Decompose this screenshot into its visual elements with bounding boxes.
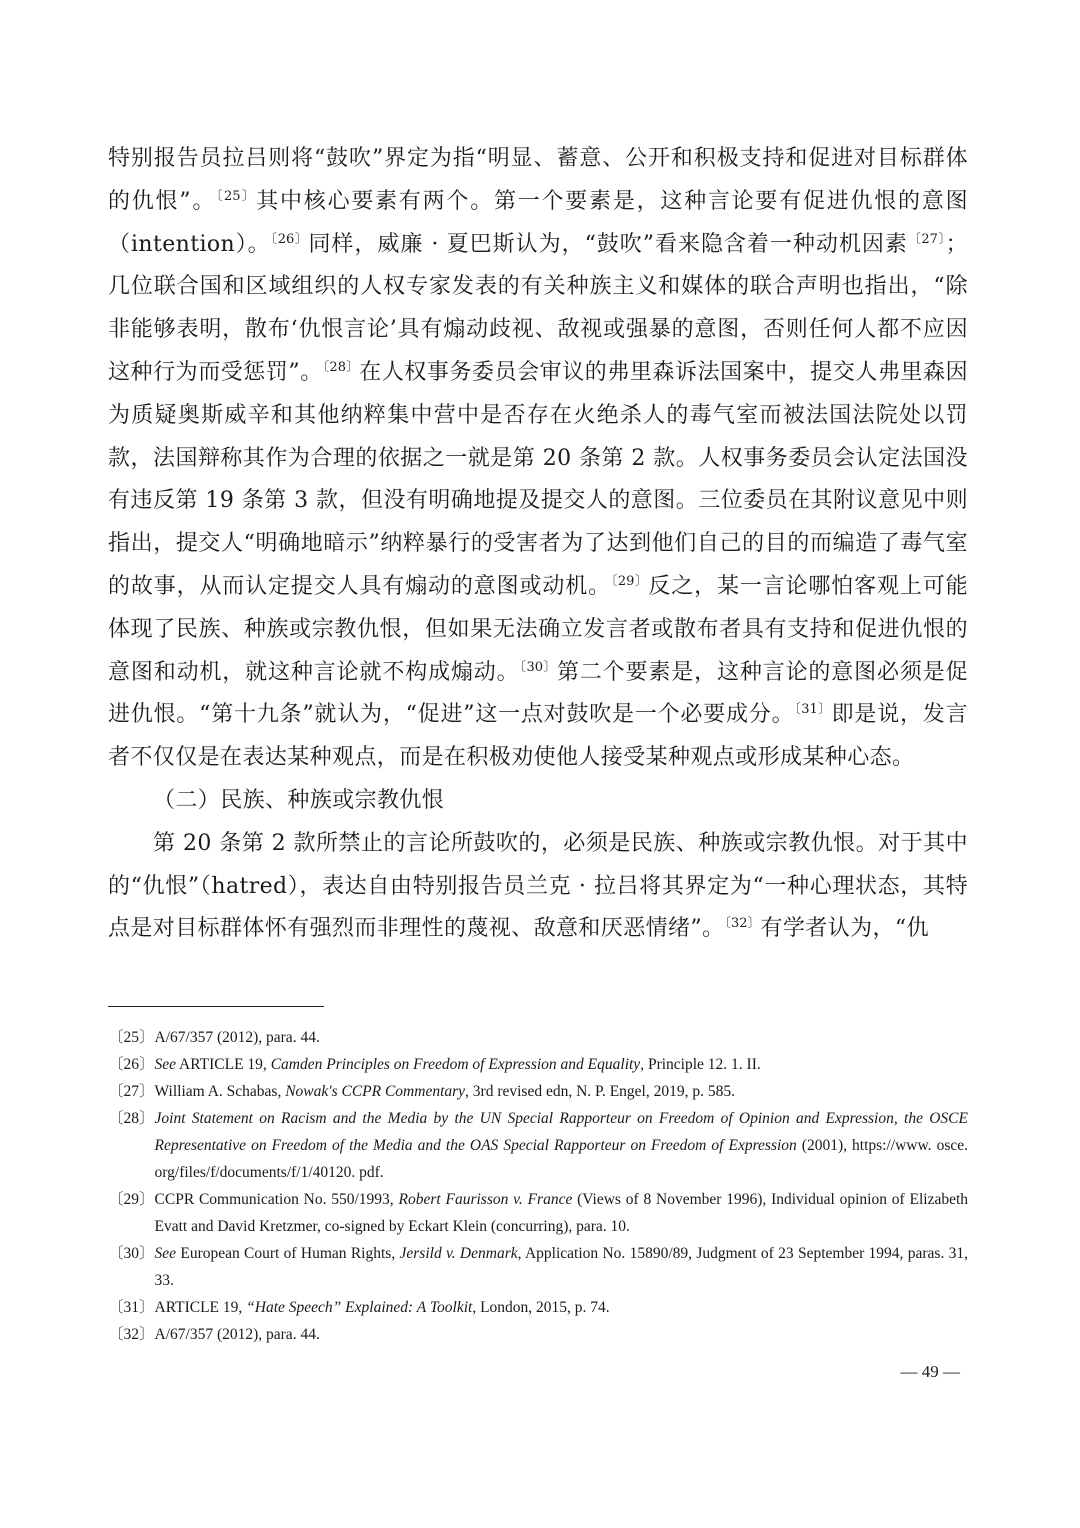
footnote-text bbox=[155, 1294, 968, 1321]
footnote-number: 〔30〕 bbox=[108, 1245, 155, 1262]
footnote-item bbox=[108, 1105, 968, 1186]
footnote-segment: ARTICLE 19, bbox=[176, 1056, 271, 1073]
section-heading: （二）民族、种族或宗教仇恨 bbox=[153, 787, 445, 813]
footnote-ref-25[interactable]: 〔25〕 bbox=[216, 188, 257, 204]
footnote-divider bbox=[108, 1006, 324, 1007]
footnote-ref-29[interactable]: 〔29〕 bbox=[610, 573, 649, 589]
footnote-ref-28[interactable]: 〔28〕 bbox=[322, 359, 360, 375]
footnote-segment: CCPR Communication No. 550/1993, bbox=[154, 1191, 399, 1208]
footnote-ref-26[interactable]: 〔26〕 bbox=[270, 231, 309, 247]
footnote-number: 〔27〕 bbox=[108, 1083, 155, 1100]
main-text bbox=[108, 138, 968, 951]
footnote-item bbox=[108, 1024, 968, 1051]
footnote-item bbox=[108, 1186, 968, 1240]
footnote-italic-segment: Robert Faurisson v. France bbox=[398, 1191, 573, 1208]
footnote-number: 〔28〕 bbox=[108, 1110, 155, 1127]
footnote-text bbox=[155, 1024, 968, 1051]
footnote-segment: , Principle 12. 1. II. bbox=[640, 1056, 761, 1073]
footnote-italic-segment: See bbox=[154, 1056, 177, 1073]
footnote-segment: , 3rd revised edn, N. P. Engel, 2019, p. 585. bbox=[465, 1083, 735, 1100]
footnote-segment: European Court of Human Rights, bbox=[176, 1245, 400, 1262]
footnote-ref-31[interactable]: 〔31〕 bbox=[794, 702, 832, 718]
page-number: — 49 — bbox=[900, 1362, 960, 1381]
footnote-segment: A/67/357 (2012), para. 44. bbox=[154, 1029, 320, 1046]
footnote-segment: , London, 2015, p. 74. bbox=[472, 1299, 610, 1316]
footnote-ref-32[interactable]: 〔32〕 bbox=[724, 916, 761, 932]
footnote-segment: William A. Schabas, bbox=[154, 1083, 286, 1100]
footnote-italic-segment: Nowak's CCPR Commentary bbox=[285, 1083, 466, 1100]
footnote-segment: (Views of 8 November 1996), Individual opinion of Elizabeth Evatt and David Kretzmer, co-signed by Eckart Klein (concurring), para. 10. bbox=[154, 1191, 969, 1235]
footnote-text bbox=[155, 1051, 968, 1078]
paragraph-hatred: 第 20 条第 2 款所禁止的言论所鼓吹的，必须是民族、种族或宗教仇恨。对于其中的“仇恨”（hatred），表达自由特别报告员兰克 · 拉吕将其界定为“一种心理状态，其特点是对目标群体怀有强烈而非理性的蔑视、敌意和厌恶情绪”。$^{〔32〕}$有学者认为，“仇 bbox=[108, 830, 968, 942]
footnote-number: 〔32〕 bbox=[108, 1326, 155, 1343]
footnote-number: 〔31〕 bbox=[108, 1299, 155, 1316]
footnote-italic-segment: Jersild v. Denmark bbox=[399, 1245, 518, 1262]
footnote-ref-27[interactable]: 〔27〕 bbox=[907, 231, 946, 247]
footnote-segment: (2001), https://www. osce. org/files/f/documents/f/1/40120. pdf. bbox=[154, 1137, 968, 1181]
footnote-segment: ARTICLE 19, bbox=[154, 1299, 247, 1316]
footnote-italic-segment: See bbox=[154, 1245, 177, 1262]
footnote-item bbox=[108, 1078, 968, 1105]
footnote-text bbox=[155, 1321, 968, 1348]
footnote-text bbox=[155, 1240, 968, 1294]
paragraph-advocacy-intent: 特别报告员拉吕则将“鼓吹”界定为指“明显、蓄意、公开和积极支持和促进对目标群体的仇恨”。$^{〔25〕}$其中核心要素有两个。第一个要素是，这种言论要有促进仇恨的意图（intention）。$^{〔26〕}$同样，威廉 · 夏巴斯认为，“鼓吹”看来隐含着一种动机因素$^{〔27〕}$；几位联合国和区域组织的人权专家发表的有关种族主义和媒体的联合声明也指出，“除非能够表明，散布‘仇恨言论’具有煽动歧视、敌视或强暴的意图，否则任何人都不应因这种行为而受惩罚”。$^{〔28〕}$在人权事务委员会审议的弗里森诉法国案中，提交人弗里森因为质疑奥斯威辛和其他纳粹集中营中是否存在火绝杀人的毒气室而被法国法院处以罚款，法国辩称其作为合理的依据之一就是第 20 条第 2 款。人权事务委员会认定法国没有违反第 19 条第 3 款，但没有明确地提及提交人的意图。三位委员在其附议意见中则指出，提交人“明确地暗示”纳粹暴行的受害者为了达到他们自己的目的而编造了毒气室的故事，从而认定提交人具有煽动的意图或动机。$^{〔29〕}$反之，某一言论哪怕客观上可能体现了民族、种族或宗教仇恨，但如果无法确立发言者或散布者具有支持和促进仇恨的意图和动机，就这种言论就不构成煽动。$^{〔30〕}$第二个要素是，这种言论的意图必须是促进仇恨。“第十九条”就认为，“促进”这一点对鼓吹是一个必要成分。$^{〔31〕}$即是说，发言者不仅仅是在表达某种观点，而是在积极劝使他人接受某种观点或形成某种心态。 bbox=[108, 146, 969, 771]
footnote-number: 〔29〕 bbox=[108, 1191, 155, 1208]
footnote-text bbox=[155, 1186, 968, 1240]
footnote-item bbox=[108, 1240, 968, 1294]
footnote-item bbox=[108, 1051, 968, 1078]
footnote-italic-segment: “Hate Speech” Explained: A Toolkit bbox=[246, 1299, 473, 1316]
footnote-item bbox=[108, 1294, 968, 1321]
footnote-ref-30[interactable]: 〔30〕 bbox=[519, 659, 557, 675]
footnote-number: 〔25〕 bbox=[108, 1029, 155, 1046]
footnotes bbox=[108, 1024, 968, 1348]
footnote-segment: A/67/357 (2012), para. 44. bbox=[154, 1326, 320, 1343]
footnote-italic-segment: Camden Principles on Freedom of Expression and Equality bbox=[270, 1056, 641, 1073]
footnote-segment: , Application No. 15890/89, Judgment of 23 September 1994, paras. 31, 33. bbox=[154, 1245, 969, 1289]
footnote-text bbox=[155, 1078, 968, 1105]
footnote-number: 〔26〕 bbox=[108, 1056, 155, 1073]
footnote-italic-segment: Joint Statement on Racism and the Media by the UN Special Rapporteur on Freedom of Opinion and Expression, the OSCE Representative on Freedom of the Media and the OAS Special Rapporteur on Freedom of Expression bbox=[154, 1110, 968, 1154]
footnote-text bbox=[155, 1105, 968, 1186]
footnote-item bbox=[108, 1321, 968, 1348]
